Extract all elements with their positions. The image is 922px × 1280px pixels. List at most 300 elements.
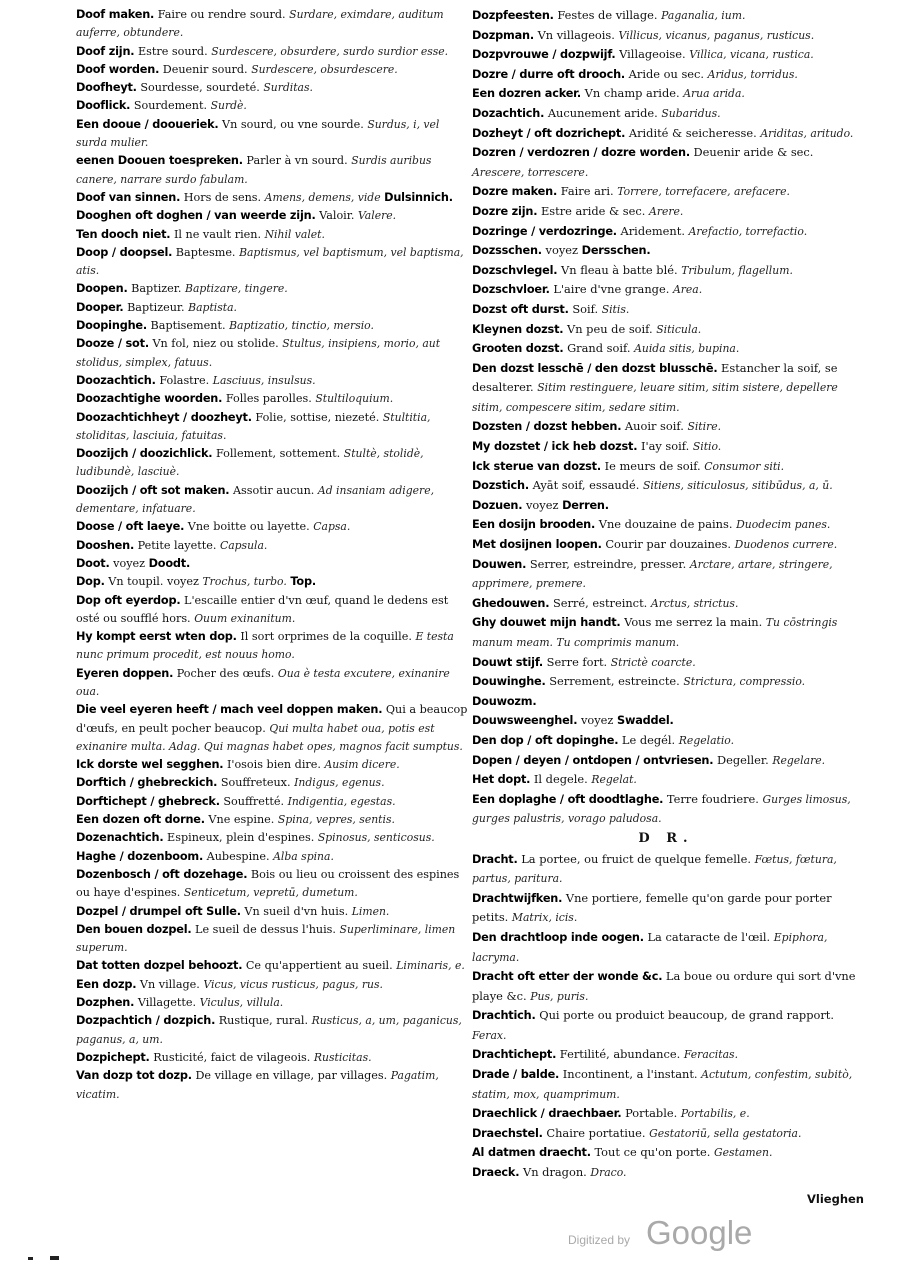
entry-headword: Doop / doopsel. xyxy=(76,245,173,259)
entry-latin: Feracitas. xyxy=(683,1048,739,1062)
entry-french: Parler à vn sourd. xyxy=(246,154,348,168)
dictionary-entry xyxy=(472,515,860,535)
dictionary-entry xyxy=(472,261,860,281)
entry-crossref: Top. xyxy=(290,575,316,589)
dictionary-entry xyxy=(472,65,860,85)
entry-latin: Gurges limosus, gurges palustris, vorago paludosa. xyxy=(472,792,851,826)
entry-french: Vn fleau à batte blé. xyxy=(561,262,678,277)
entry-french: I'osois bien dire. xyxy=(226,758,321,772)
entry-latin: Surdus, i, vel surda mulier. xyxy=(76,117,440,150)
entry-french: Vne douzaine de pains. xyxy=(598,517,733,532)
entry-french: Courir par douzaines. xyxy=(605,537,732,552)
entry-french: La boue ou ordure qui sort d'vne playe &c. xyxy=(472,969,856,1003)
entry-french: Chaire portatiue. xyxy=(546,1125,646,1140)
entry-french: L'escaille entier d'vn œuf, quand le dedens est osté ou soufflé hors. xyxy=(76,593,449,625)
entry-french: Vn sourd, ou vne sourde. xyxy=(222,117,364,131)
dictionary-entry xyxy=(472,222,860,242)
entry-latin: Sitis. xyxy=(601,302,630,316)
entry-headword: Doof worden. xyxy=(76,62,160,76)
entry-french: Sourdesse, sourdeté. xyxy=(140,81,260,95)
catchword: Vlieghen xyxy=(807,1192,864,1206)
dictionary-entry xyxy=(76,921,468,958)
entry-headword: Dozpachtich / dozpich. xyxy=(76,1014,216,1028)
entry-latin: Viculus, villula. xyxy=(199,996,284,1010)
entry-latin: Baptista. xyxy=(188,300,237,314)
dictionary-entry xyxy=(472,535,860,555)
entry-headword: Dozpichept. xyxy=(76,1050,150,1064)
entry-latin: Tu cōstringis manum meam. Tu comprimis manum. xyxy=(472,616,838,649)
entry-headword: Draeck. xyxy=(472,1166,520,1180)
entry-french: Il degele. xyxy=(533,772,588,787)
entry-french: Il sort orprimes de la coquille. xyxy=(240,630,412,644)
entry-headword: Dozheyt / oft dozrichept. xyxy=(472,126,626,140)
entry-latin: Stultè, stolidè, ludibundè, lasciuè. xyxy=(76,447,424,479)
entry-french: Aridité & seicheresse. xyxy=(628,125,757,140)
entry-headword: Ghedouwen. xyxy=(472,596,550,610)
entry-latin: Strictè coarcte. xyxy=(610,655,696,669)
entry-french: Folles parolles. xyxy=(225,392,312,406)
dictionary-entry xyxy=(472,692,860,712)
entry-latin: Stultitia, stoliditas, lasciuia, fatuitas. xyxy=(76,410,431,442)
entry-french: Incontinent, a l'instant. xyxy=(562,1067,698,1082)
entry-latin: Sitiens, siticulosus, sitibūdus, a, ū. xyxy=(643,479,833,493)
entry-headword: Kleynen dozst. xyxy=(472,322,564,336)
dictionary-entry xyxy=(76,244,468,281)
entry-headword: Drachtwijfken. xyxy=(472,891,563,905)
dictionary-entry xyxy=(76,1012,468,1049)
entry-latin: Gestamen. xyxy=(714,1146,773,1160)
entry-french: Il ne vault rien. xyxy=(173,227,262,241)
entry-latin: Pus, puris. xyxy=(530,989,589,1003)
entry-latin: Villica, vicana, rustica. xyxy=(689,48,814,62)
entry-headword: Doopinghe. xyxy=(76,319,147,333)
entry-latin: Villicus, vicanus, paganus, rusticus. xyxy=(618,28,815,42)
dictionary-entry xyxy=(472,84,860,104)
entry-headword: Een dozren acker. xyxy=(472,87,582,101)
dictionary-entry xyxy=(76,793,468,811)
entry-french: I'ay soif. xyxy=(640,439,690,454)
entry-latin: Sitim restinguere, leuare sitim, sitim sistere, depellere sitim, compescere sitim, sedare sitim. xyxy=(472,381,838,414)
dictionary-entry xyxy=(472,6,860,26)
dictionary-entry xyxy=(472,457,860,477)
entry-french: voyez xyxy=(167,575,199,589)
dictionary-entry xyxy=(76,756,468,774)
entry-french: voyez xyxy=(580,713,614,728)
entry-headword: Dozstich. xyxy=(472,479,529,493)
entry-headword: Dozphen. xyxy=(76,996,135,1010)
entry-headword: Douwinghe. xyxy=(472,675,546,689)
entry-headword: Dorftich / ghebreckich. xyxy=(76,776,218,790)
entry-french: Folastre. xyxy=(159,373,210,387)
entry-headword: Doof zijn. xyxy=(76,44,135,58)
dictionary-entry xyxy=(472,300,860,320)
entry-headword: Drachtich. xyxy=(472,1009,536,1023)
entry-headword: Een dosijn brooden. xyxy=(472,518,596,532)
entry-headword: Draechlick / draechbaer. xyxy=(472,1107,622,1121)
entry-french: Rusticité, faict de vilageois. xyxy=(153,1050,311,1064)
entry-french: Estancher la soif, se desalterer. xyxy=(472,360,838,395)
entry-latin: Auida sitis, bupina. xyxy=(634,342,740,356)
entry-french: Fertilité, abundance. xyxy=(559,1047,681,1062)
dictionary-entry xyxy=(472,417,860,437)
entry-french: Vous me serrez la main. xyxy=(624,615,763,630)
dictionary-entry xyxy=(76,207,468,225)
entry-french: Sourdement. xyxy=(133,99,208,113)
entry-latin: Tribulum, flagellum. xyxy=(681,263,793,277)
entry-headword: Dozpel / drumpel oft Sulle. xyxy=(76,904,241,918)
dictionary-entry xyxy=(76,116,468,153)
entry-headword: Dozuen. xyxy=(472,498,523,512)
entry-headword: Het dopt. xyxy=(472,773,531,787)
entry-headword: Al datmen draecht. xyxy=(472,1146,591,1160)
entry-latin: Trochus, turbo. xyxy=(202,575,287,589)
dictionary-entry xyxy=(76,866,468,903)
dictionary-entry xyxy=(76,701,468,756)
dictionary-entry xyxy=(472,967,860,1006)
entry-headword: Die veel eyeren heeft / mach veel doppen maken. xyxy=(76,703,383,717)
dictionary-entry xyxy=(76,372,468,390)
dictionary-entry xyxy=(76,976,468,994)
entry-french: Valoir. xyxy=(319,209,355,223)
entry-french: Ayāt soif, essaudé. xyxy=(532,478,640,493)
entry-latin: Strictura, compressio. xyxy=(683,675,806,689)
dictionary-entry xyxy=(472,653,860,673)
entry-latin: Indigentia, egestas. xyxy=(287,794,396,808)
entry-headword: Hy kompt eerst wten dop. xyxy=(76,630,237,644)
entry-latin: Amens, demens, vide xyxy=(264,190,381,204)
entry-headword: Dracht. xyxy=(472,852,518,866)
entry-headword: Den bouen dozpel. xyxy=(76,922,192,936)
entry-latin: Spina, vepres, sentis. xyxy=(277,813,395,827)
entry-headword: Dooper. xyxy=(76,300,124,314)
entry-french: Vn toupil. xyxy=(108,575,164,589)
entry-french: Deuenir sourd. xyxy=(162,62,248,76)
entry-latin: Fœtus, fœtura, partus, paritura. xyxy=(472,852,837,886)
entry-french: Bois ou lieu ou croissent des espines ou haye d'espines. xyxy=(76,867,460,900)
dictionary-entry xyxy=(472,790,860,829)
entry-headword: Douwsweenghel. xyxy=(472,714,578,728)
entry-latin: Rusticitas. xyxy=(313,1050,372,1064)
dictionary-entry xyxy=(76,848,468,866)
entry-headword: Dozre / durre oft drooch. xyxy=(472,67,626,81)
entry-latin: Duodecim panes. xyxy=(736,518,831,532)
entry-latin: Pagatim, vicatim. xyxy=(76,1069,439,1101)
entry-french: Pocher des œufs. xyxy=(176,666,275,680)
entry-latin: Duodenos currere. xyxy=(734,538,838,552)
entry-headword: Ick sterue van dozst. xyxy=(472,459,601,473)
dictionary-entry xyxy=(472,928,860,967)
entry-headword: Dozschvloer. xyxy=(472,283,550,297)
entry-latin: Baptizare, tingere. xyxy=(185,282,288,296)
dictionary-entry xyxy=(76,97,468,115)
entry-french: Vne portiere, femelle qu'on garde pour porter petits. xyxy=(472,890,832,925)
entry-headword: Dozsten / dozst hebben. xyxy=(472,420,622,434)
entry-latin: Arescere, torrescere. xyxy=(472,165,589,179)
entry-headword: Drade / balde. xyxy=(472,1068,560,1082)
entry-headword: Een dozp. xyxy=(76,977,137,991)
dictionary-entry xyxy=(76,61,468,79)
entry-latin: Surdis auribus canere, narrare surdo fabulam. xyxy=(76,154,432,186)
entry-latin: Valere. xyxy=(358,209,397,223)
entry-french: Terre foudriere. xyxy=(666,791,759,806)
entry-latin: Actutum, confestim, subitò, statim, mox, quamprimum. xyxy=(472,1068,853,1101)
entry-headword: Doozachtichheyt / doozheyt. xyxy=(76,410,252,424)
dictionary-entry xyxy=(76,317,468,335)
entry-latin: Qui multa habet oua, potis est exinanire multa. Adag. Qui magnas habet opes, magnos facit sumptus. xyxy=(76,721,463,753)
dictionary-entry xyxy=(76,957,468,975)
entry-french: Aucunement aride. xyxy=(547,105,658,120)
entry-headword: Doozijch / doozichlick. xyxy=(76,447,213,461)
entry-headword: Ghy douwet mijn handt. xyxy=(472,616,621,630)
entry-latin: Senticetum, vepretū, dumetum. xyxy=(183,886,358,900)
entry-french: Vn village. xyxy=(139,977,200,991)
entry-latin: Liminaris, e. xyxy=(396,959,465,973)
entry-french: Aride ou sec. xyxy=(628,66,705,81)
entry-latin: Stultus, insipiens, morio, aut stolidus, simplex, fatuus. xyxy=(76,337,441,369)
margin-marks xyxy=(28,1248,68,1256)
entry-headword: Doose / oft laeye. xyxy=(76,520,185,534)
dictionary-entry xyxy=(472,751,860,771)
entry-headword: Dooze / sot. xyxy=(76,337,149,351)
entry-french: Le degél. xyxy=(621,732,676,747)
dictionary-entry xyxy=(472,1045,860,1065)
entry-headword: Drachtichept. xyxy=(472,1048,557,1062)
dictionary-entry xyxy=(76,409,468,446)
entry-french: Petite layette. xyxy=(137,538,217,552)
entry-latin: Surdare, eximdare, auditum auferre, obtundere. xyxy=(76,8,444,40)
entry-latin: Consumor siti. xyxy=(704,459,785,473)
entry-headword: Dooghen oft doghen / van weerde zijn. xyxy=(76,209,316,223)
entry-latin: Paganalia, ium. xyxy=(661,9,746,22)
entry-latin: Regelare. xyxy=(772,753,826,767)
entry-latin: Lasciuus, insulsus. xyxy=(212,373,316,387)
entry-french: Vn champ aride. xyxy=(584,86,680,101)
dictionary-entry xyxy=(76,537,468,555)
dictionary-entry xyxy=(472,850,860,889)
entry-latin: Ad insaniam adigere, dementare, infatuare. xyxy=(76,483,435,516)
entry-headword: Ick dorste wel segghen. xyxy=(76,758,224,772)
entry-latin: Surditas. xyxy=(263,81,313,95)
entry-french: La portee, ou fruict de quelque femelle. xyxy=(521,851,751,866)
dictionary-entry xyxy=(472,1124,860,1144)
entry-crossref: Dersschen. xyxy=(581,244,651,258)
entry-headword: Dozpvrouwe / dozpwijf. xyxy=(472,48,616,62)
dictionary-entry xyxy=(472,45,860,65)
entry-french: Faire ari. xyxy=(560,184,614,199)
entry-latin: Alba spina. xyxy=(273,849,334,863)
dictionary-entry xyxy=(472,613,860,652)
dictionary-entry xyxy=(76,189,468,207)
watermark-prefix: Digitized by xyxy=(568,1233,631,1247)
entry-headword: Douwozm. xyxy=(472,694,537,708)
entry-french: Villageoise. xyxy=(619,47,686,62)
entry-latin: Surdè. xyxy=(210,99,247,113)
entry-french: Faire ou rendre sourd. xyxy=(157,8,286,21)
entry-french: Soif. xyxy=(572,301,599,316)
entry-headword: Dop. xyxy=(76,575,105,589)
ink-speck-icon xyxy=(28,1255,68,1263)
dictionary-entry xyxy=(472,594,860,614)
entry-headword: eenen Doouen toespreken. xyxy=(76,154,243,168)
right-column xyxy=(472,6,860,1183)
entry-headword: Den dop / oft dopinghe. xyxy=(472,733,619,747)
entry-french: Aridement. xyxy=(620,223,685,238)
entry-french: voyez xyxy=(525,497,559,512)
entry-headword: Douwen. xyxy=(472,557,527,571)
entry-latin: Torrere, torrefacere, arefacere. xyxy=(617,185,790,199)
dictionary-entry xyxy=(472,143,860,182)
entry-french: voyez xyxy=(113,556,146,570)
dictionary-entry xyxy=(472,241,860,261)
entry-headword: Den drachtloop inde oogen. xyxy=(472,930,644,944)
entry-latin: Area. xyxy=(672,283,703,297)
entry-french: L'aire d'vne grange. xyxy=(553,282,670,297)
entry-headword: Douwt stijf. xyxy=(472,655,544,669)
entry-french: Baptizeur. xyxy=(127,300,185,314)
entry-headword: Dop oft eyerdop. xyxy=(76,593,181,607)
dictionary-entry xyxy=(472,320,860,340)
entry-headword: Dozre maken. xyxy=(472,185,558,199)
dictionary-entry xyxy=(472,26,860,46)
entry-headword: Een dooue / dooueriek. xyxy=(76,117,219,131)
dictionary-entry xyxy=(472,496,860,516)
entry-latin: Ferax. xyxy=(472,1028,507,1042)
entry-latin: Epiphora, lacryma. xyxy=(472,930,828,964)
dictionary-entry xyxy=(472,437,860,457)
entry-french: Qui porte ou produict beaucoup, de grand rapport. xyxy=(539,1008,834,1023)
entry-french: Follement, sottement. xyxy=(215,447,341,461)
entry-latin: Vicus, vicus rusticus, pagus, rus. xyxy=(203,977,383,991)
dictionary-entry xyxy=(76,79,468,97)
dictionary-entry xyxy=(472,182,860,202)
entry-latin: Capsula. xyxy=(219,538,268,552)
entry-french: voyez xyxy=(545,243,579,258)
entry-french: Baptesme. xyxy=(175,245,236,259)
entry-french: Ie meurs de soif. xyxy=(604,458,701,473)
dictionary-entry xyxy=(472,672,860,692)
entry-headword: Doozachtighe woorden. xyxy=(76,392,223,406)
dictionary-entry xyxy=(472,1143,860,1163)
entry-french: Portable. xyxy=(625,1106,678,1121)
entry-headword: Dat totten dozpel behoozt. xyxy=(76,959,243,973)
entry-headword: Een doplaghe / oft doodtlaghe. xyxy=(472,792,664,806)
dictionary-entry xyxy=(76,518,468,536)
entry-headword: Doof van sinnen. xyxy=(76,190,181,204)
entry-headword: Dozenbosch / oft dozehage. xyxy=(76,867,248,881)
entry-french: Grand soif. xyxy=(567,341,631,356)
entry-latin: Subaridus. xyxy=(661,106,721,120)
dictionary-entry xyxy=(472,770,860,790)
entry-french: Vn sueil d'vn huis. xyxy=(244,904,349,918)
entry-headword: Doopen. xyxy=(76,282,128,296)
entry-headword: Dozsschen. xyxy=(472,244,542,258)
dictionary-entry xyxy=(76,335,468,372)
dictionary-entry xyxy=(76,152,468,189)
entry-headword: Den dozst lesschē / den dozst blusschē. xyxy=(472,361,718,375)
entry-latin: Arua arida. xyxy=(683,87,745,101)
entry-french: Serrement, estreincte. xyxy=(549,674,680,689)
entry-french: Vne boitte ou layette. xyxy=(187,520,310,534)
dictionary-entry xyxy=(76,903,468,921)
entry-latin: Gestatoriū, sella gestatoria. xyxy=(649,1126,802,1140)
entry-headword: Dozachtich. xyxy=(472,106,545,120)
entry-latin: Sitire. xyxy=(687,420,722,434)
entry-headword: Ten dooch niet. xyxy=(76,227,171,241)
entry-french: Souffretté. xyxy=(223,794,285,808)
entry-latin: Regelat. xyxy=(591,773,637,787)
entry-latin: Baptismus, vel baptismum, vel baptisma, atis. xyxy=(76,245,464,278)
entry-latin: Matrix, icis. xyxy=(511,911,578,925)
entry-latin: Stultiloquium. xyxy=(315,392,394,406)
entry-latin: Surdescere, obsurdere, surdo surdior esse. xyxy=(211,44,449,58)
dictionary-entry xyxy=(76,43,468,61)
entry-french: Serré, estreinct. xyxy=(552,595,648,610)
entry-headword: Dooshen. xyxy=(76,538,135,552)
entry-french: Estre sourd. xyxy=(137,44,208,58)
entry-french: Vn villageois. xyxy=(537,27,615,42)
entry-french: Festes de village. xyxy=(557,8,658,22)
entry-latin: Limen. xyxy=(351,904,390,918)
dictionary-entry xyxy=(76,665,468,702)
entry-headword: Dooflick. xyxy=(76,99,131,113)
entry-french: Baptisement. xyxy=(150,319,226,333)
entry-latin: Arctare, artare, stringere, apprimere, premere. xyxy=(472,557,833,591)
entry-latin: E testa nunc primum procedit, est nouus homo. xyxy=(76,630,454,662)
entry-latin: Spinosus, senticosus. xyxy=(317,831,435,845)
dictionary-entry xyxy=(76,390,468,408)
entry-latin: Ausim dicere. xyxy=(324,758,400,772)
entry-latin: Siticula. xyxy=(656,322,702,336)
dictionary-entry xyxy=(472,104,860,124)
entry-headword: Doof maken. xyxy=(76,8,155,21)
dictionary-entry xyxy=(76,280,468,298)
dictionary-entry xyxy=(76,628,468,665)
entry-french: Deuenir aride & sec. xyxy=(693,145,814,160)
entry-french: Ce qu'appertient au sueil. xyxy=(245,959,393,973)
dictionary-entry xyxy=(76,774,468,792)
entry-french: Degeller. xyxy=(716,752,769,767)
entry-french: De village en village, par villages. xyxy=(195,1069,388,1083)
dictionary-entry xyxy=(76,299,468,317)
entry-french: Qui a beaucop d'œufs, en peult pocher beaucop. xyxy=(76,703,468,735)
entry-headword: Van dozp tot dozp. xyxy=(76,1069,192,1083)
entry-crossref: Derren. xyxy=(562,498,609,512)
entry-headword: Dopen / deyen / ontdopen / ontvriesen. xyxy=(472,753,714,767)
dictionary-entry xyxy=(472,124,860,144)
entry-french: Rustique, rural. xyxy=(218,1014,308,1028)
entry-crossref: Dulsinnich. xyxy=(384,190,453,204)
entry-latin: Rusticus, a, um, paganicus, paganus, a, um. xyxy=(76,1014,462,1046)
dictionary-entry xyxy=(472,1065,860,1104)
entry-latin: Arefactio, torrefactio. xyxy=(688,224,808,238)
entry-headword: Doot. xyxy=(76,556,110,570)
entry-latin: Regelatio. xyxy=(678,733,735,747)
entry-headword: Dozpman. xyxy=(472,28,534,42)
entry-headword: Dozenachtich. xyxy=(76,831,164,845)
entry-latin: Ouum exinanitum. xyxy=(194,611,296,625)
entry-crossref: Swaddel. xyxy=(617,714,674,728)
entry-latin: Superliminare, limen superum. xyxy=(76,922,456,955)
dictionary-entry xyxy=(76,829,468,847)
dictionary-entry xyxy=(76,1067,468,1104)
dictionary-entry xyxy=(472,1006,860,1045)
section-heading: D R. xyxy=(638,830,694,846)
entry-latin: Portabilis, e. xyxy=(680,1107,750,1121)
dictionary-entry xyxy=(472,1163,860,1183)
entry-headword: Grooten dozst. xyxy=(472,342,564,356)
entry-french: Vne espine. xyxy=(208,813,275,827)
entry-latin: Oua è testa excutere, exinanire oua. xyxy=(76,666,450,698)
